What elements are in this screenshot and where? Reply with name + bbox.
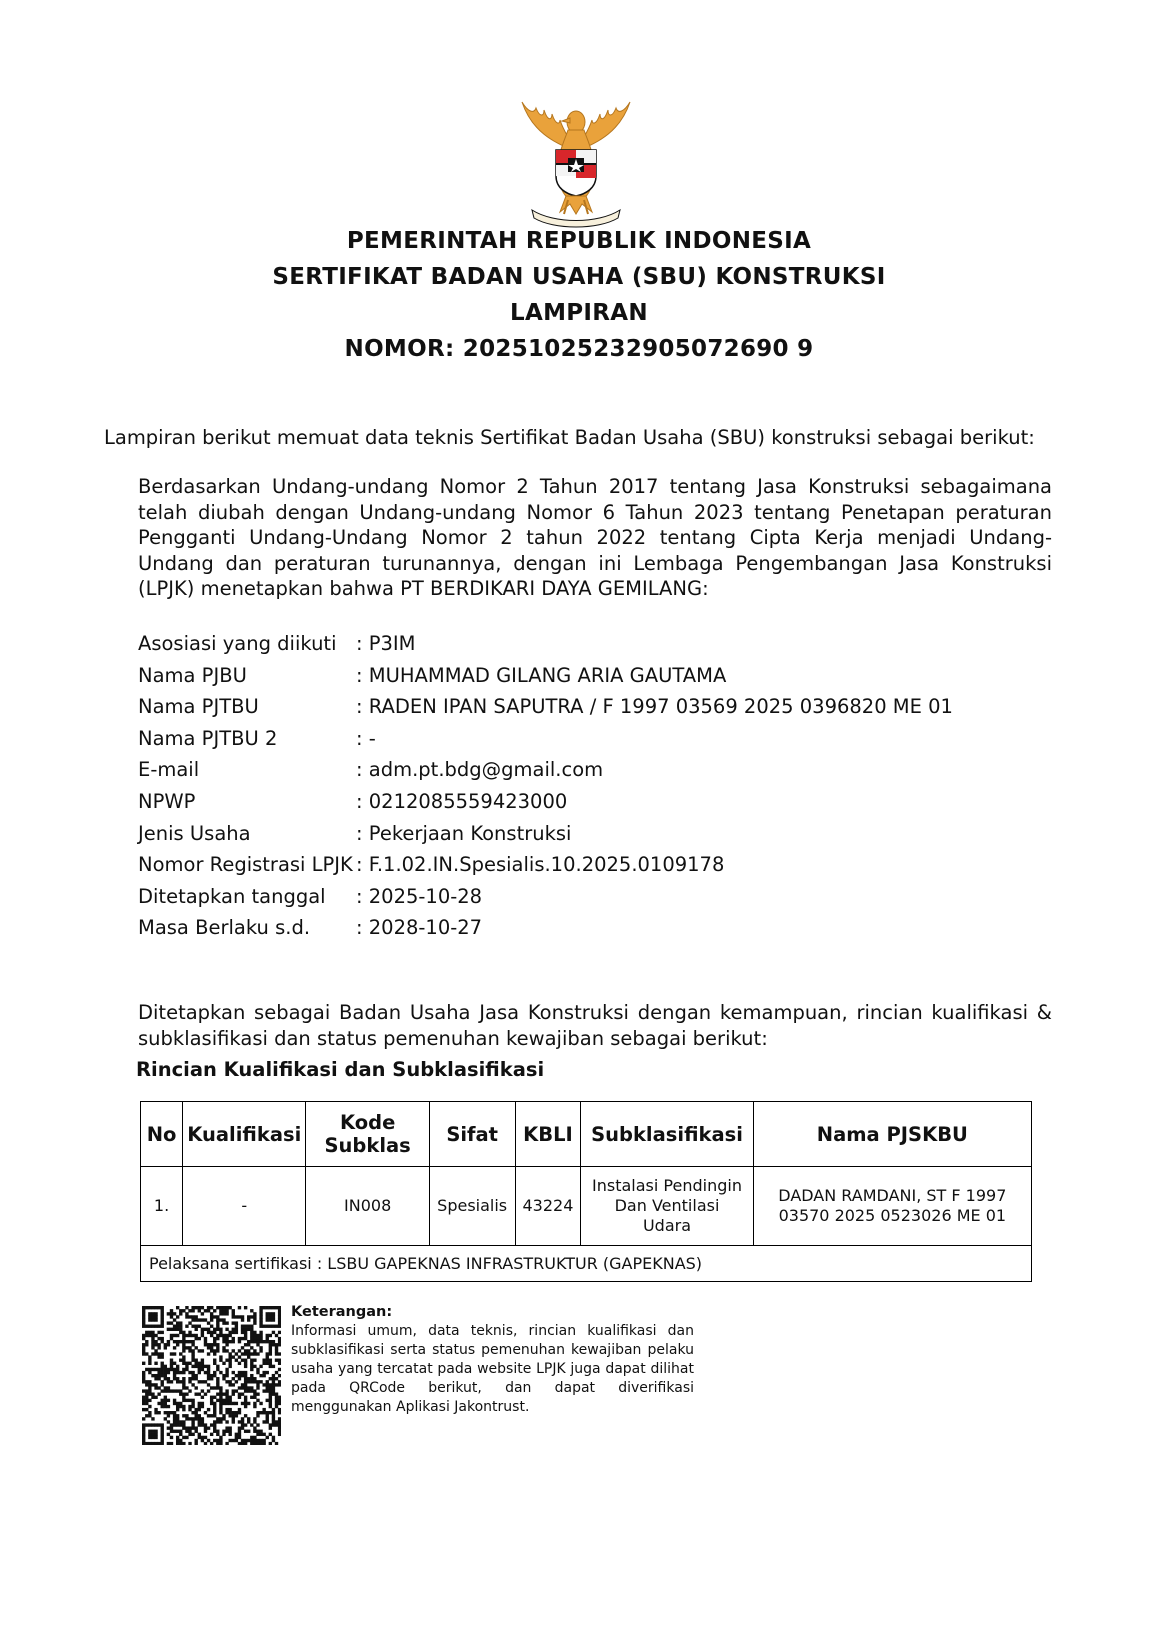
field-value: : P3IM [356, 632, 416, 655]
cell-kualifikasi: - [183, 1167, 306, 1246]
table-footer-row [141, 1246, 1032, 1282]
field-value: : 0212085559423000 [356, 789, 568, 813]
field-label: Nomor Registrasi LPJK [138, 853, 353, 877]
field-value: : - [356, 726, 376, 750]
field-value: : F.1.02.IN.Spesialis.10.2025.0109178 [356, 853, 725, 877]
field-row-pjtbu2 [138, 727, 953, 759]
column-header-nama-pjskbu: Nama PJSKBU [753, 1102, 1031, 1167]
cell-kode-subklas: IN008 [306, 1167, 429, 1246]
field-value: : Pekerjaan Konstruksi [356, 821, 572, 845]
column-header-kualifikasi: Kualifikasi [183, 1102, 306, 1167]
determination-paragraph: Ditetapkan sebagai Badan Usaha Jasa Konstruksi dengan kemampuan, rincian kualifikasi & subklasifikasi dan status pemenuhan kewajiban sebagai berikut: [138, 1001, 1052, 1050]
field-row-jenis-usaha [138, 822, 953, 854]
field-label: Ditetapkan tanggal [138, 884, 326, 908]
cell-kbli: 43224 [515, 1167, 581, 1246]
field-label: NPWP [138, 789, 196, 813]
column-header-kode-subklas: Kode Subklas [306, 1102, 429, 1167]
column-header-kbli: KBLI [515, 1102, 581, 1167]
field-row-asosiasi [138, 632, 953, 664]
qr-code-icon [142, 1306, 281, 1445]
field-value: : MUHAMMAD GILANG ARIA GAUTAMA [356, 663, 727, 687]
column-header-sifat: Sifat [429, 1102, 515, 1167]
header-title-line3: LAMPIRAN [510, 300, 648, 326]
field-label: Masa Berlaku s.d. [138, 916, 311, 940]
keterangan-text: Informasi umum, data teknis, rincian kualifikasi dan subklasifikasi serta status pemenuhan kewajiban pelaku usaha yang tercatat pada website LPJK juga dapat dilihat pada QRCode berikut, dan dapat diverifikasi menggunakan Aplikasi Jakontrust. [291, 1323, 694, 1415]
field-label: Asosiasi yang diikuti [138, 632, 337, 655]
pelaksana-sertifikasi: Pelaksana sertifikasi : LSBU GAPEKNAS INFRASTRUKTUR (GAPEKNAS) [141, 1246, 1032, 1282]
intro-text: Lampiran berikut memuat data teknis Sertifikat Badan Usaha (SBU) konstruksi sebagai berikut: [104, 426, 1035, 449]
field-row-pjtbu [138, 695, 953, 727]
field-label: Nama PJTBU 2 [138, 726, 278, 750]
certificate-number: NOMOR: 20251025232905072690 9 [344, 336, 814, 362]
field-value: : RADEN IPAN SAPUTRA / F 1997 03569 2025 0396820 ME 01 [356, 695, 953, 719]
field-row-npwp [138, 790, 953, 822]
field-row-pjbu [138, 664, 953, 696]
field-row-registrasi [138, 853, 953, 885]
field-value: : 2025-10-28 [356, 884, 483, 908]
cell-subklasifikasi: Instalasi Pendingin Dan Ventilasi Udara [581, 1167, 753, 1246]
field-label: Nama PJBU [138, 663, 247, 687]
company-details [138, 632, 953, 948]
cell-sifat: Spesialis [429, 1167, 515, 1246]
header-title-line2: SERTIFIKAT BADAN USAHA (SBU) KONSTRUKSI [272, 264, 886, 290]
field-label: Nama PJTBU [138, 695, 259, 719]
field-row-masa-berlaku [138, 916, 953, 948]
keterangan-block [291, 1303, 694, 1417]
garuda-pancasila-emblem [514, 92, 638, 230]
table-header-row [141, 1102, 1032, 1167]
cell-no: 1. [141, 1167, 183, 1246]
cell-nama-pjskbu: DADAN RAMDANI, ST F 1997 03570 2025 0523026 ME 01 [753, 1167, 1031, 1246]
keterangan-title: Keterangan: [291, 1304, 393, 1320]
table-heading: Rincian Kualifikasi dan Subklasifikasi [136, 1058, 545, 1081]
field-value: : adm.pt.bdg@gmail.com [356, 758, 604, 782]
field-row-ditetapkan [138, 885, 953, 917]
header-title-line1: PEMERINTAH REPUBLIK INDONESIA [346, 228, 812, 254]
field-value: : 2028-10-27 [356, 916, 483, 940]
qualification-table [140, 1101, 1032, 1282]
field-row-email [138, 758, 953, 790]
field-label: Jenis Usaha [138, 821, 251, 845]
column-header-subklasifikasi: Subklasifikasi [581, 1102, 753, 1167]
column-header-no: No [141, 1102, 183, 1167]
legal-basis-paragraph: Berdasarkan Undang-undang Nomor 2 Tahun 2017 tentang Jasa Konstruksi sebagaimana telah diubah dengan Undang-undang Nomor 6 Tahun 2023 tentang Penetapan peraturan Pengganti Undang-Undang Nomor 2 tahun 2022 tentang Cipta Kerja menjadi Undang-Undang dan peraturan turunannya, dengan ini Lembaga Pengembangan Jasa Konstruksi (LPJK) menetapkan bahwa PT BERDIKARI DAYA GEMILANG: [138, 475, 1052, 600]
field-label: E-mail [138, 758, 200, 782]
table-row [141, 1167, 1032, 1246]
